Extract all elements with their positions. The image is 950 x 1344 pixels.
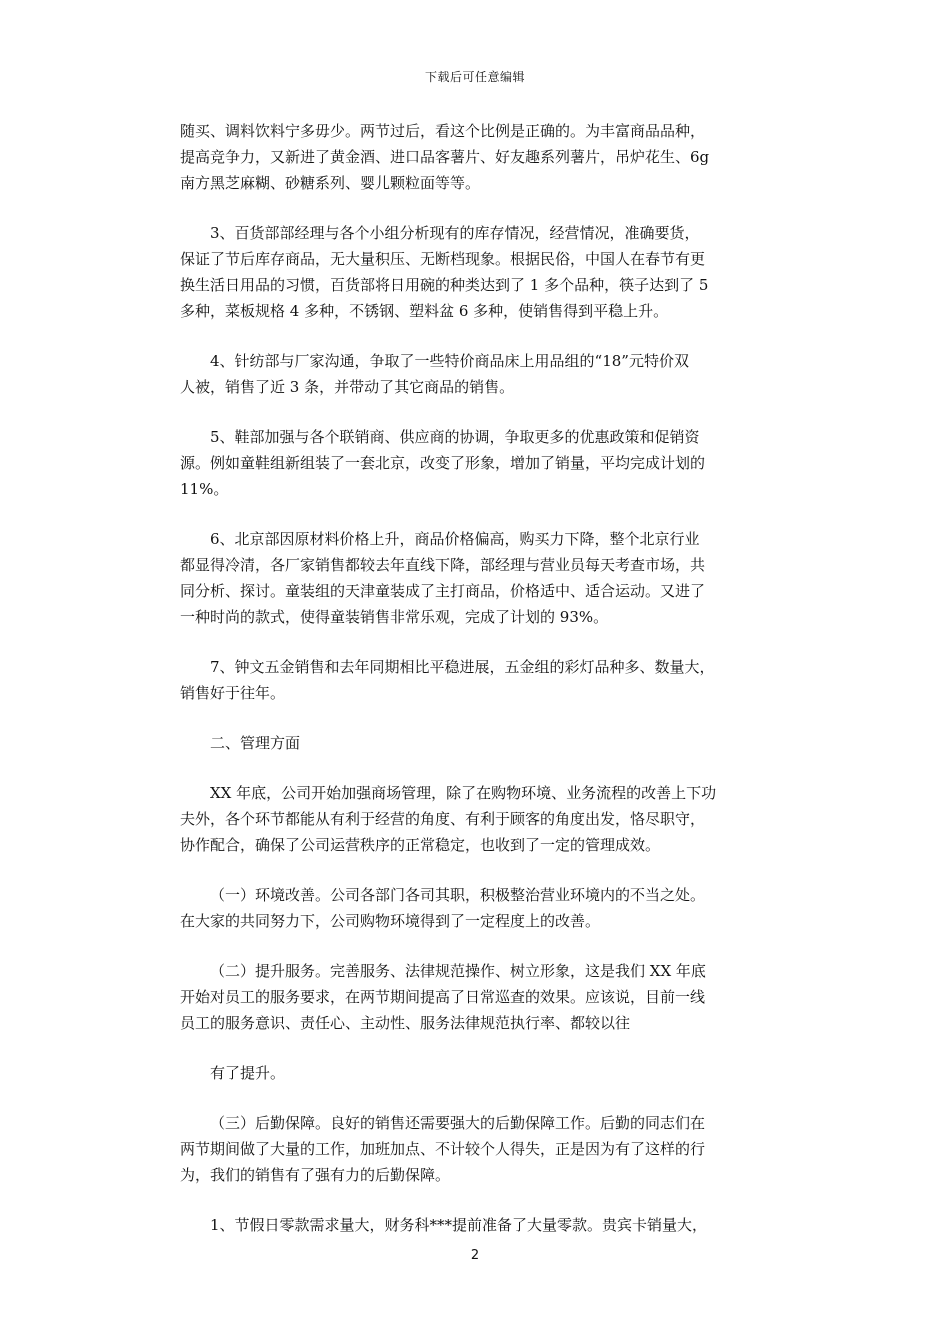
page-header: 下载后可任意编辑 xyxy=(424,70,525,84)
paragraph xyxy=(180,220,780,324)
text-line: 两节期间做了大量的工作，加班加点、不计较个人得失，正是因为有了这样的行 xyxy=(180,1140,706,1158)
text-line: 夫外，各个环节都能从有利于经营的角度、有利于顾客的角度出发，恪尽职守， xyxy=(180,810,706,828)
document-body xyxy=(180,118,780,1262)
paragraph xyxy=(180,882,780,934)
text-line: 多种，菜板规格 4 多种，不锈钢、塑料盆 6 多种，使销售得到平稳上升。 xyxy=(180,302,669,320)
paragraph xyxy=(180,958,780,1036)
text-line: 都显得冷清，各厂家销售都较去年直线下降，部经理与营业员每天考查市场，共 xyxy=(180,556,706,574)
text-line: 保证了节后库存商品，无大量积压、无断档现象。根据民俗，中国人在春节有更 xyxy=(180,250,706,268)
paragraph xyxy=(180,1212,780,1238)
text-line: 开始对员工的服务要求，在两节期间提高了日常巡查的效果。应该说，目前一线 xyxy=(180,988,706,1006)
paragraph xyxy=(180,424,780,502)
text-line: 协作配合，确保了公司运营秩序的正常稳定，也收到了一定的管理成效。 xyxy=(180,836,661,854)
text-line: 换生活日用品的习惯，百货部将日用碗的种类达到了 1 多个品种，筷子达到了 5 xyxy=(180,276,709,294)
text-line: XX 年底，公司开始加强商场管理，除了在购物环境、业务流程的改善上下功 xyxy=(210,784,717,802)
text-line: 一种时尚的款式，使得童装销售非常乐观，完成了计划的 93%。 xyxy=(180,608,609,626)
text-line: 销售好于往年。 xyxy=(180,684,286,702)
text-line: 同分析、探讨。童装组的天津童装成了主打商品，价格适中、适合运动。又进了 xyxy=(180,582,706,600)
text-line: 1、节假日零款需求量大，财务科***提前准备了大量零款。贵宾卡销量大， xyxy=(210,1216,708,1234)
text-line: 11%。 xyxy=(180,480,229,498)
text-line: 为，我们的销售有了强有力的后勤保障。 xyxy=(180,1166,451,1184)
text-line: 在大家的共同努力下，公司购物环境得到了一定程度上的改善。 xyxy=(180,912,601,930)
paragraph xyxy=(180,1110,780,1188)
text-line: 3、百货部部经理与各个小组分析现有的库存情况，经营情况，准确要货， xyxy=(210,224,700,242)
text-line: 随买、调料饮料宁多毋少。两节过后，看这个比例是正确的。为丰富商品品种， xyxy=(180,122,706,140)
paragraph xyxy=(180,730,780,756)
paragraph xyxy=(180,654,780,706)
text-line: 二、管理方面 xyxy=(210,734,301,752)
page-number: 2 xyxy=(470,1248,480,1263)
text-line: 6、北京部因原材料价格上升，商品价格偏高，购买力下降，整个北京行业 xyxy=(210,530,700,548)
text-line: （二）提升服务。完善服务、法律规范操作、树立形象，这是我们 XX 年底 xyxy=(210,962,706,980)
text-line: 提高竞争力，又新进了黄金酒、进口品客薯片、好友趣系列薯片，吊炉花生、6g xyxy=(180,148,710,166)
paragraph xyxy=(180,348,780,400)
text-line: 人被，销售了近 3 条，并带动了其它商品的销售。 xyxy=(180,378,515,396)
text-line: （三）后勤保障。良好的销售还需要强大的后勤保障工作。后勤的同志们在 xyxy=(210,1114,706,1132)
text-line: 有了提升。 xyxy=(210,1064,286,1082)
paragraph xyxy=(180,526,780,630)
text-line: （一）环境改善。公司各部门各司其职，积极整治营业环境内的不当之处。 xyxy=(210,886,706,904)
text-line: 员工的服务意识、责任心、主动性、服务法律规范执行率、都较以往 xyxy=(180,1014,631,1032)
paragraph xyxy=(180,1060,780,1086)
paragraph xyxy=(180,118,780,196)
text-line: 南方黑芝麻糊、砂糖系列、婴儿颗粒面等等。 xyxy=(180,174,481,192)
paragraph xyxy=(180,780,780,858)
text-line: 7、钟文五金销售和去年同期相比平稳进展，五金组的彩灯品种多、数量大， xyxy=(210,658,715,676)
text-line: 5、鞋部加强与各个联销商、供应商的协调，争取更多的优惠政策和促销资 xyxy=(210,428,700,446)
text-line: 4、针纺部与厂家沟通，争取了一些特价商品床上用品组的“18”元特价双 xyxy=(210,352,689,370)
text-line: 源。例如童鞋组新组装了一套北京，改变了形象，增加了销量，平均完成计划的 xyxy=(180,454,706,472)
